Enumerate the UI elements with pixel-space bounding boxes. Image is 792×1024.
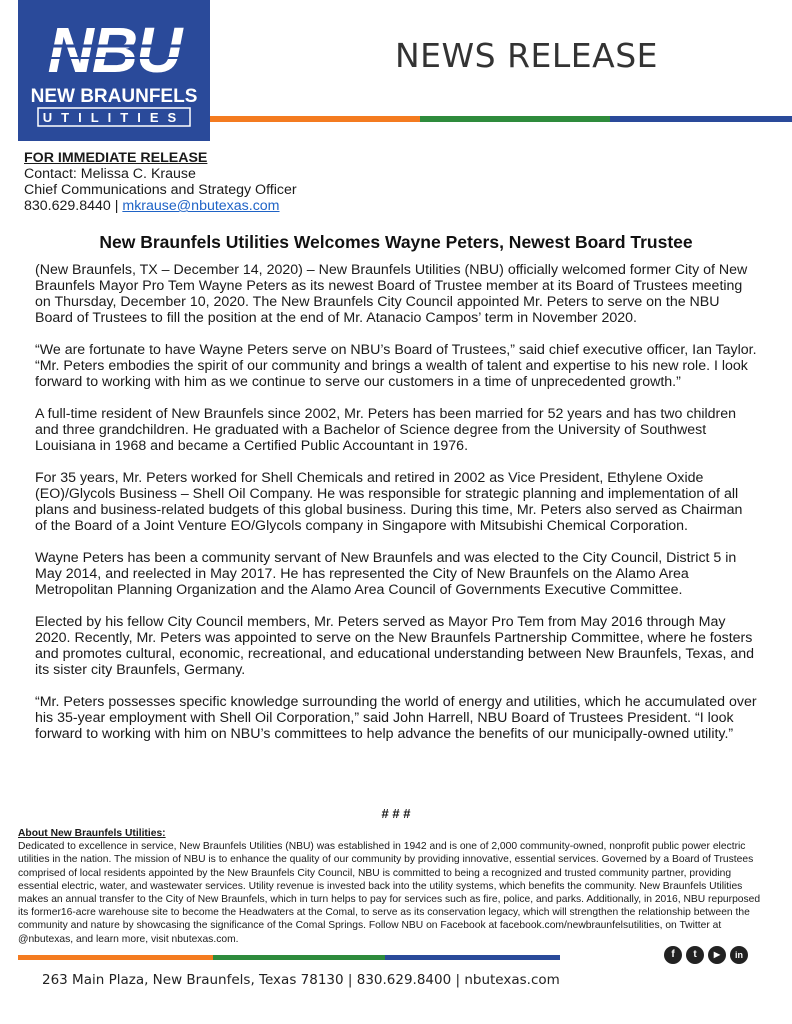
footer-stripe-green — [213, 955, 385, 960]
paragraph: For 35 years, Mr. Peters worked for Shell Chemicals and retired in 2002 as Vice President, Ethylene Oxide (EO)/Glycols Business – Shell Oil Company. He was responsible for strategic planning and implementation of all plans and business-related budgets of this global business. During this time, Mr. Peters also served as Chairman of the Board of a Joint Venture EO/Glycols company in Singapore with Mitsubishi Chemical Corporation. — [35, 470, 743, 534]
footer-stripe-blue — [385, 955, 560, 960]
paragraph: Elected by his fellow City Council members, Mr. Peters served as Mayor Pro Tem from May 2016 through May 2020. Recently, Mr. Peters was appointed to serve on the New Braunfels Partnership Committee, where he fosters and promotes cultural, economic, recreational, and educational understanding between New Braunfels, Texas, and its sister city Braunfels, Germany. — [35, 614, 755, 678]
logo-line2: UTILITIES — [42, 110, 186, 125]
contact-phone-email — [24, 198, 297, 214]
contact-name: Contact: Melissa C. Krause — [24, 166, 196, 182]
nbu-logo — [18, 0, 210, 141]
paragraph: A full-time resident of New Braunfels since 2002, Mr. Peters has been married for 52 years and has two children and three grandchildren. He graduated with a Bachelor of Science degree from the University of Southwest Louisiana in 1968 and became a Certified Public Accountant in 1976. — [35, 406, 737, 454]
about-section — [18, 827, 766, 946]
contact-block — [24, 150, 297, 214]
twitter-icon[interactable]: t — [686, 946, 704, 964]
logo-mark: NBU — [47, 14, 181, 86]
contact-email-link[interactable]: mkrause@nbutexas.com — [122, 198, 280, 214]
paragraph: Wayne Peters has been a community servant of New Braunfels and was elected to the City Council, District 5 in May 2014, and reelected in May 2017. He has represented the City of New Braunfels on the Alamo Area Metropolitan Planning Organization and the Alamo Area Council of Governments Executive Committee. — [35, 550, 737, 598]
article-body — [35, 262, 757, 758]
linkedin-icon[interactable]: in — [730, 946, 748, 964]
paragraph: “We are fortunate to have Wayne Peters serve on NBU’s Board of Trustees,” said chief executive officer, Ian Taylor. “Mr. Peters embodies the spirit of our community and brings a wealth of talent and expertise to his new role. I look forward to working with him as we continue to serve our customers in a time of unprecedented growth.” — [35, 342, 757, 390]
stripe-orange — [210, 116, 420, 122]
about-heading: About New Braunfels Utilities: — [18, 828, 166, 839]
contact-role: Chief Communications and Strategy Officer — [24, 182, 297, 198]
headline: New Braunfels Utilities Welcomes Wayne Peters, Newest Board Trustee — [99, 232, 693, 252]
youtube-icon[interactable]: ▶ — [708, 946, 726, 964]
footer-stripe-orange — [18, 955, 213, 960]
paragraph: “Mr. Peters possesses specific knowledge surrounding the world of energy and utilities, which he accumulated over his 35-year employment with Shell Oil Corporation,” said John Harrell, NBU Board of Trustees President. “I look forward to working with him on NBU’s committees to help advance the benefits of our municipally-owned utility.” — [35, 694, 757, 742]
nbu-logo-graphic — [18, 0, 210, 141]
news-release-title: NEWS RELEASE — [395, 36, 658, 75]
stripe-green — [420, 116, 610, 122]
paragraph: (New Braunfels, TX – December 14, 2020) – New Braunfels Utilities (NBU) officially welcomed former City of New Braunfels Mayor Pro Tem Wayne Peters as its newest Board of Trustee member at its Board of Trustees meeting on Thursday, December 10, 2020. The New Braunfels City Council appointed Mr. Peters to serve on the NBU Board of Trustees to fill the position at the end of Mr. Atanacio Campos’ term in November 2020. — [35, 262, 748, 326]
footer-address: 263 Main Plaza, New Braunfels, Texas 78130 | 830.629.8400 | nbutexas.com — [42, 972, 560, 988]
stripe-blue — [610, 116, 792, 122]
logo-line1: NEW BRAUNFELS — [30, 86, 198, 107]
release-label: FOR IMMEDIATE RELEASE — [24, 150, 208, 166]
contact-phone: 830.629.8440 | — [24, 198, 119, 214]
facebook-icon[interactable]: f — [664, 946, 682, 964]
end-mark: # # # — [381, 806, 411, 821]
about-text: Dedicated to excellence in service, New Braunfels Utilities (NBU) was established in 1942 and is one of 2,000 community-owned, nonprofit public power electric utilities in the nation. The mission of NBU is to enhance the quality of our community by providing innovative, essential services. Governed by a Board of Trustees comprised of local residents appointed by the New Braunfels City Council, NBU is committed to being a recognized and trusted community partner, providing essential electric, water, and wastewater services. Utility revenue is invested back into the utility systems, which benefits the community. New Braunfels Utilities makes an annual transfer to the City of New Braunfels, which in turn helps to pay for services such as fire, police, and parks. Additionally, in 2016, NBU repurposed its former16-acre warehouse site to become the Headwaters at the Comal, to serve as its conservation legacy, which will strengthen the relationship between the community and nature by showcasing the significance of the Comal Springs. Follow NBU on Facebook at facebook.com/newbraunfelsutilities, on Twitter at @nbutexas, and learn more, visit nbutexas.com. — [18, 841, 761, 945]
